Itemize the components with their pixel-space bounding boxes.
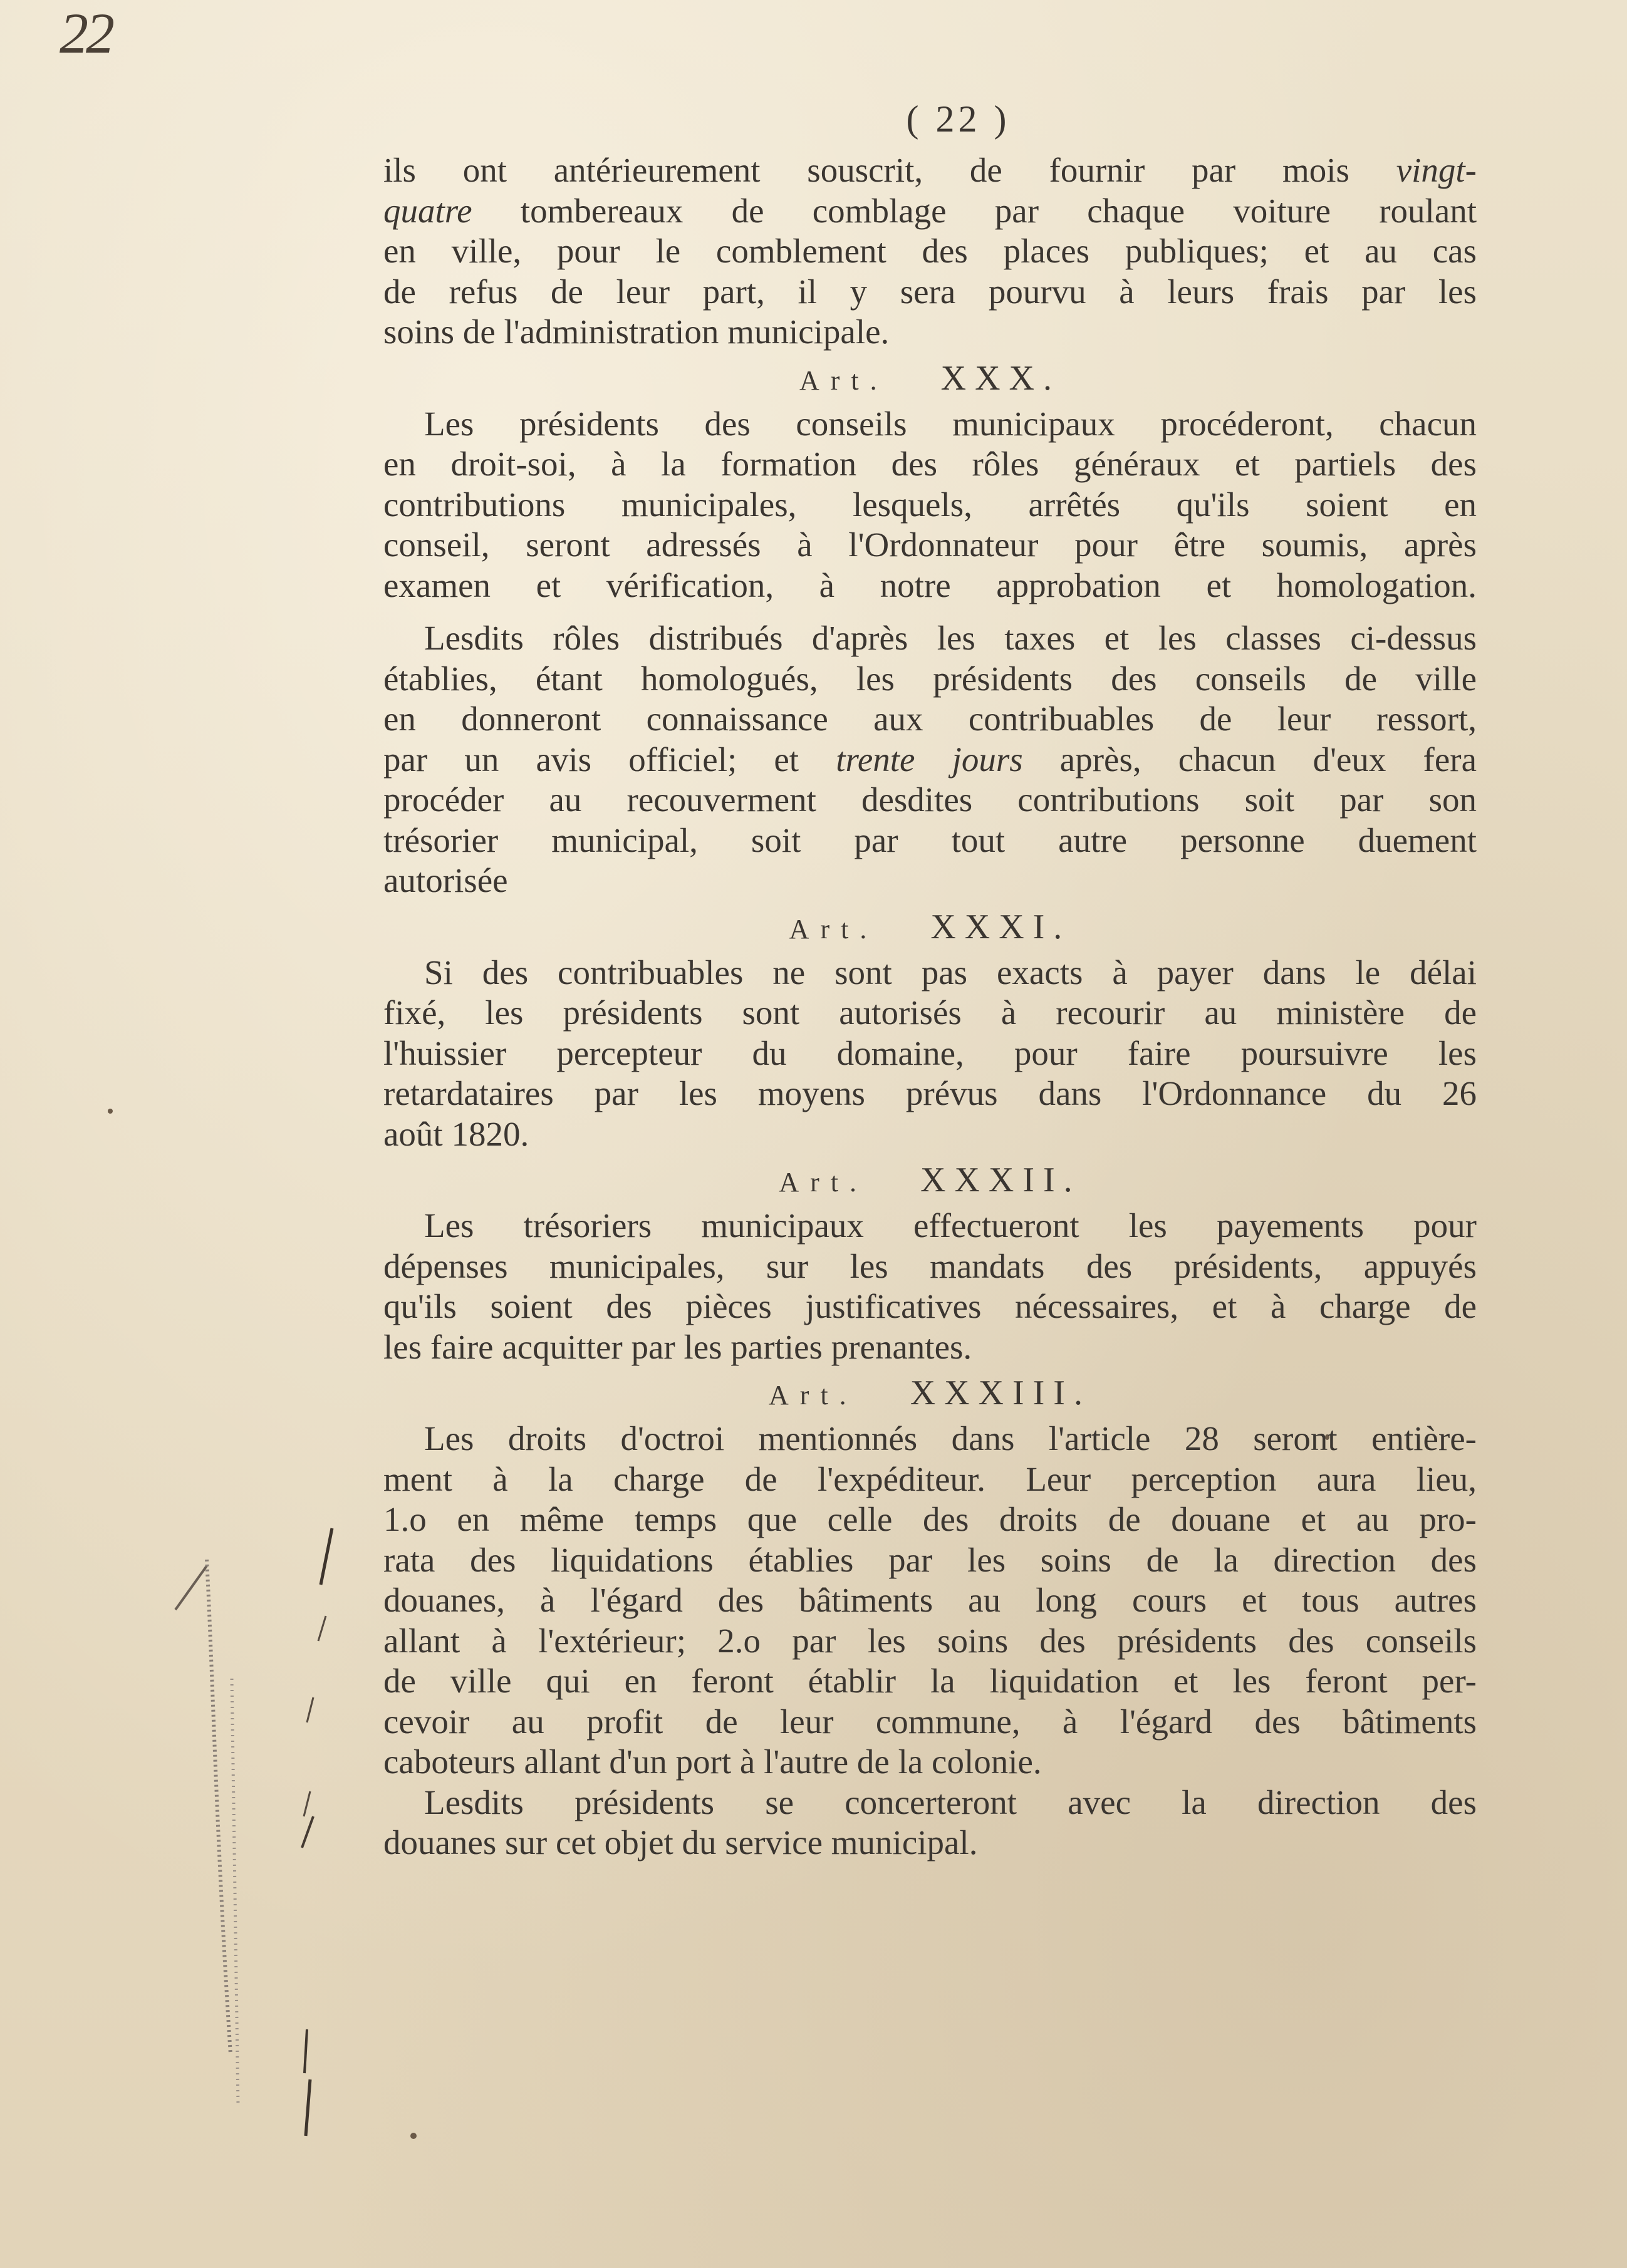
ink-speck [410,2133,417,2139]
text-line: caboteurs allant d'un port à l'autre de la colonie. [383,1742,1042,1781]
text-line: soins de l'administration municipale. [383,313,890,351]
text-line: Lesdits rôles distribués d'après les taxes et les classes ci-dessus [424,619,1477,657]
text-line: l'huissier percepteur du domaine, pour faire poursuivre les [383,1033,1477,1072]
ink-speck [108,1109,113,1114]
text-line: 1.o en même temps que celle des droits de douane et au pro- [383,1500,1477,1538]
text-line: procéder au recouverment desdites contributions soit par son [383,780,1477,819]
article-heading-33: Art. XXXIII. [769,1374,1091,1412]
article-32-paragraph-1 [383,1206,1477,1367]
text-line: douanes sur cet objet du service municipal. [383,1823,978,1862]
text-line: allant à l'extérieur; 2.o par les soins des présidents des conseils [383,1621,1477,1660]
text-line: par un avis officiel; et trente jours après, chacun d'eux fera [383,740,1477,779]
article-heading-30: Art. XXX. [799,358,1061,398]
text-line: Les droits d'octroi mentionnés dans l'article 28 seront entière- [424,1419,1477,1458]
text-line: en donneront connaissance aux contribuables de leur ressort, [383,700,1477,738]
text-line: retardataires par les moyens prévus dans l'Ordonnance du 26 [383,1074,1477,1112]
text-line: qu'ils soient des pièces justificatives nécessaires, et à charge de [383,1287,1477,1325]
text-line: Si des contribuables ne sont pas exacts à payer dans le délai [424,953,1477,992]
text-line: contributions municipales, lesquels, arrêtés qu'ils soient en [383,485,1477,524]
text-line: de ville qui en feront établir la liquidation et les feront per- [383,1662,1477,1700]
article-33-paragraph-1 [383,1419,1477,1783]
text-line: Les trésoriers municipaux effectueront les payements pour [424,1206,1477,1245]
text-line: établies, étant homologués, les présidents des conseils de ville [383,659,1477,698]
text-line: cevoir au profit de leur commune, à l'égard des bâtiments [383,1702,1477,1741]
article-30-paragraph-2 [383,618,1477,901]
text-line: en droit-soi, à la formation des rôles généraux et partiels des [383,445,1477,483]
text-line: ils ont antérieurement souscrit, de fournir par mois vingt- [383,151,1477,189]
body-text [383,88,1477,1863]
article-30-paragraph-1 [383,404,1477,606]
text-line: trésorier municipal, soit par tout autre personne duement [383,821,1477,859]
text-line: quatre tombereaux de comblage par chaque voiture roulant [383,191,1477,230]
text-line: Lesdits présidents se concerteront avec la direction des [424,1783,1477,1821]
article-heading-31: Art. XXXI. [789,907,1071,946]
margin-pencil-marks [157,1491,395,2148]
handwritten-page-mark: 22 [60,1,112,65]
text-line: Les présidents des conseils municipaux procéderont, chacun [424,404,1477,443]
article-heading-32: Art. XXXII. [779,1161,1081,1199]
text-line: examen et vérification, à notre approbation et homologation. [383,566,1477,604]
text-line: ment à la charge de l'expéditeur. Leur perception aura lieu, [383,1459,1477,1498]
text-line: autorisée [383,861,508,899]
text-line: douanes, à l'égard des bâtiments au long cours et tous autres [383,1581,1477,1619]
text-line: rata des liquidations établies par les soins de la direction des [383,1540,1477,1579]
text-line: août 1820. [383,1114,529,1153]
article-31-paragraph-1 [383,953,1477,1155]
page-number: ( 22 ) [906,98,1011,140]
text-line: de refus de leur part, il y sera pourvu à leurs frais par les [383,272,1477,311]
text-line: en ville, pour le comblement des places publiques; et au cas [383,232,1477,270]
text-line: fixé, les présidents sont autorisés à recourir au ministère de [383,993,1477,1032]
text-line: les faire acquitter par les parties prenantes. [383,1327,972,1366]
article-33-paragraph-2 [383,1783,1477,1863]
text-line: conseil, seront adressés à l'Ordonnateur pour être soumis, après [383,526,1477,564]
intro-paragraph [383,150,1477,353]
text-line: dépenses municipales, sur les mandats des présidents, appuyés [383,1246,1477,1285]
